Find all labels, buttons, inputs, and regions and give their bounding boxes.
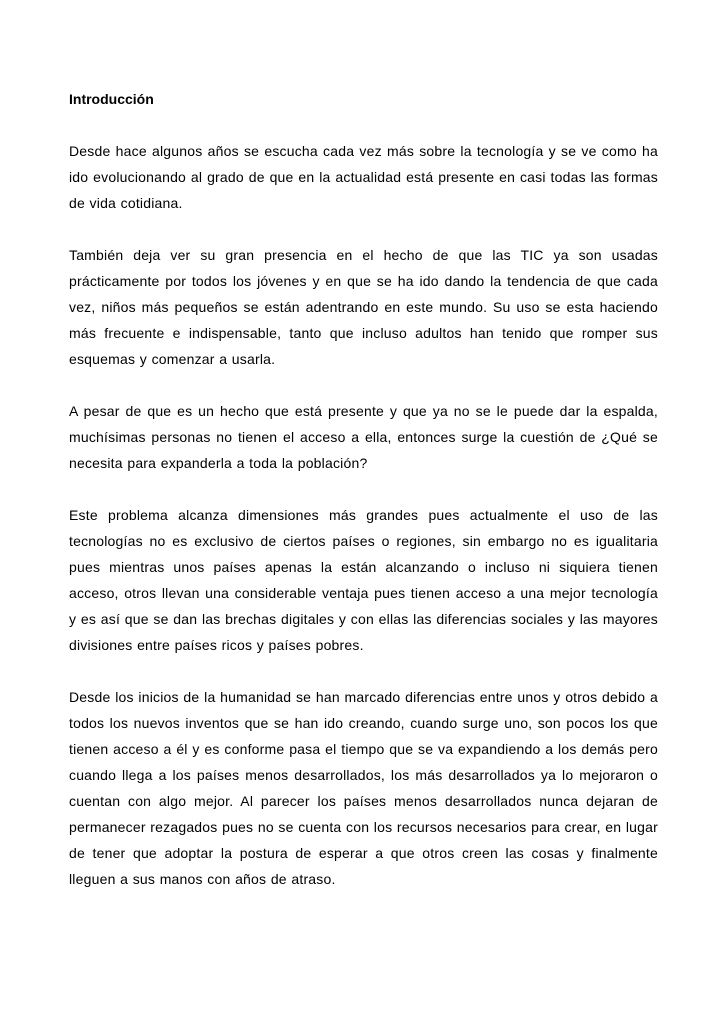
paragraph-1: Desde hace algunos años se escucha cada vez más sobre la tecnología y se ve como ha ido evolucionando al grado de que en la actualidad está presente en casi todas las formas de vida cotidiana. <box>69 143 658 211</box>
paragraph-4: Este problema alcanza dimensiones más grandes pues actualmente el uso de las tecnologías no es exclusivo de ciertos países o regiones, sin embargo no es igualitaria pues mientras unos países apenas la están alcanzando o incluso ni siquiera tienen acceso, otros llevan una considerable ventaja pues tienen acceso a una mejor tecnología y es así que se dan las brechas digitales y con ellas las diferencias sociales y las mayores divisiones entre países ricos y países pobres. <box>69 507 658 653</box>
paragraph-2: También deja ver su gran presencia en el hecho de que las TIC ya son usadas prácticamente por todos los jóvenes y en que se ha ido dando la tendencia de que cada vez, niños más pequeños se están adentrando en este mundo. Su uso se esta haciendo más frecuente e indispensable, tanto que incluso adultos han tenido que romper sus esquemas y comenzar a usarla. <box>69 247 658 367</box>
paragraph-3: A pesar de que es un hecho que está presente y que ya no se le puede dar la espalda, muchísimas personas no tienen el acceso a ella, entonces surge la cuestión de ¿Qué se necesita para expanderla a toda la población? <box>69 403 658 471</box>
paragraph-5: Desde los inicios de la humanidad se han marcado diferencias entre unos y otros debido a todos los nuevos inventos que se han ido creando, cuando surge uno, son pocos los que tienen acceso a él y es conforme pasa el tiempo que se va expandiendo a los demás pero cuando llega a los países menos desarrollados, los más desarrollados ya lo mejoraron o cuentan con algo mejor. Al parecer los países menos desarrollados nunca dejaran de permanecer rezagados pues no se cuenta con los recursos necesarios para crear, en lugar de tener que adoptar la postura de esperar a que otros creen las cosas y finalmente lleguen a sus manos con años de atraso. <box>69 689 658 887</box>
document-heading: Introducción <box>69 91 154 107</box>
document-page <box>69 86 658 918</box>
